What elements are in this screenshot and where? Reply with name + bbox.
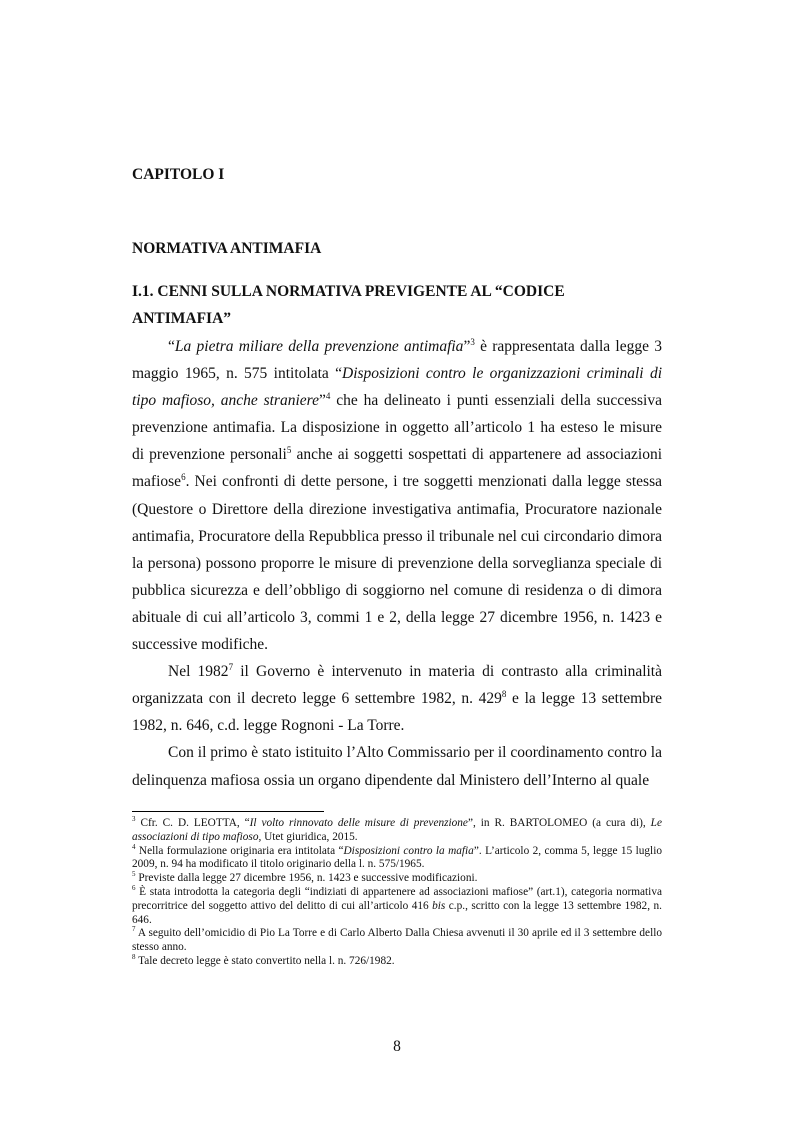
footnote-ref-3[interactable]: 3 <box>470 336 475 347</box>
footnote-5: $^5$ Previste dalla legge 27 dicembre 1956, n. 1423 e successive modificazioni. <box>132 870 478 885</box>
quote-text: La pietra miliare della prevenzione antimafia <box>174 338 464 355</box>
footnote-7: $^7$ A seguito dell’omicidio di Pio La Torre e di Carlo Alberto Dalla Chiesa avvenuti il 30 aprile ed il 3 settembre dello stesso anno. <box>132 925 662 954</box>
chapter-title: CAPITOLO I <box>132 166 225 183</box>
footnote-ref-4[interactable]: 4 <box>325 391 331 402</box>
footnote-ref-7[interactable]: 7 <box>228 661 234 672</box>
paragraph-3: Con il primo è stato istituito l’Alto Commissario per il coordinamento contro la delinquenza mafiosa ossia un organo dipendente dal Ministero dell’Interno al quale <box>132 744 662 789</box>
footnotes <box>132 817 662 969</box>
footnote-3: $^3$ Cfr. C. D. LEOTTA, “Il volto rinnovato delle misure di prevenzione”, in R. BARTOLOMEO (a cura di), Le associazioni di tipo mafioso, Utet giuridica, 2015. <box>132 815 662 843</box>
page-number: 8 <box>393 1038 401 1055</box>
footnote-8: $^8$ Tale decreto legge è stato convertito nella l. n. 726/1982. <box>132 953 395 967</box>
subsection-title: I.1. CENNI SULLA NORMATIVA PREVIGENTE AL “CODICE ANTIMAFIA” <box>132 283 565 327</box>
body-text <box>132 333 662 794</box>
footnote-4: $^4$ Nella formulazione originaria era intitolata “Disposizioni contro la mafia”. L’articolo 2, comma 5, legge 15 luglio 2009, n. 94 ha modificato il titolo originario della l. n. 575/1965. <box>132 842 662 871</box>
footnote-6: $^6$ È stata introdotta la categoria degli “indiziati di appartenere ad associazioni mafiose” (art.1), categoria normativa precorritrice del soggetto attivo del delitto di cui all’articolo 416 bis c.p., scritto con la legge 13 settembre 1982, n. 646. <box>132 884 662 926</box>
footnote-ref-6[interactable]: 6 <box>181 472 186 483</box>
paragraph-2: Nel 1982$^7$ il Governo è intervenuto in materia di contrasto alla criminalità organizzata con il decreto legge 6 settembre 1982, n. $429^8$ e la legge 13 settembre 1982, n. 646, c.d. legge Rognoni - La Torre. <box>132 661 663 735</box>
law-title: Disposizioni contro le organizzazioni criminali di tipo mafioso, anche straniere <box>132 365 662 410</box>
footnote-ref-8[interactable]: 8 <box>501 689 507 700</box>
footnote-ref-5[interactable]: 5 <box>286 445 292 456</box>
section-title: NORMATIVA ANTIMAFIA <box>132 240 322 257</box>
paragraph-1: “La pietra miliare della prevenzione antimafia”$^3$ è rappresentata dalla legge 3 maggio 1965, n. 575 intitolata “Disposizioni contro le organizzazioni criminali di tipo mafioso, anche straniere”$^4$ che ha delineato i punti essenziali della successiva prevenzione antimafia. La disposizione in oggetto all’articolo 1 ha esteso le misure di prevenzione personali$^5$ anche ai soggetti sospettati di appartenere ad associazioni mafiose$^6$. Nei confronti di dette persone, i tre soggetti menzionati dalla legge stessa (Questore o Direttore della direzione investigativa antimafia, Procuratore nazionale antimafia, Procuratore della Repubblica presso il tribunale nel cui circondario dimora la persona) possono proporre le misure di prevenzione della sorveglianza speciale di pubblica sicurezza e dell’obbligo di soggiorno nel comune di residenza o di dimora abituale di cui all’articolo 3, commi 1 e 2, della legge 27 dicembre 1956, n. 1423 e successive modifiche. <box>132 336 663 654</box>
footnote-divider <box>132 811 324 812</box>
